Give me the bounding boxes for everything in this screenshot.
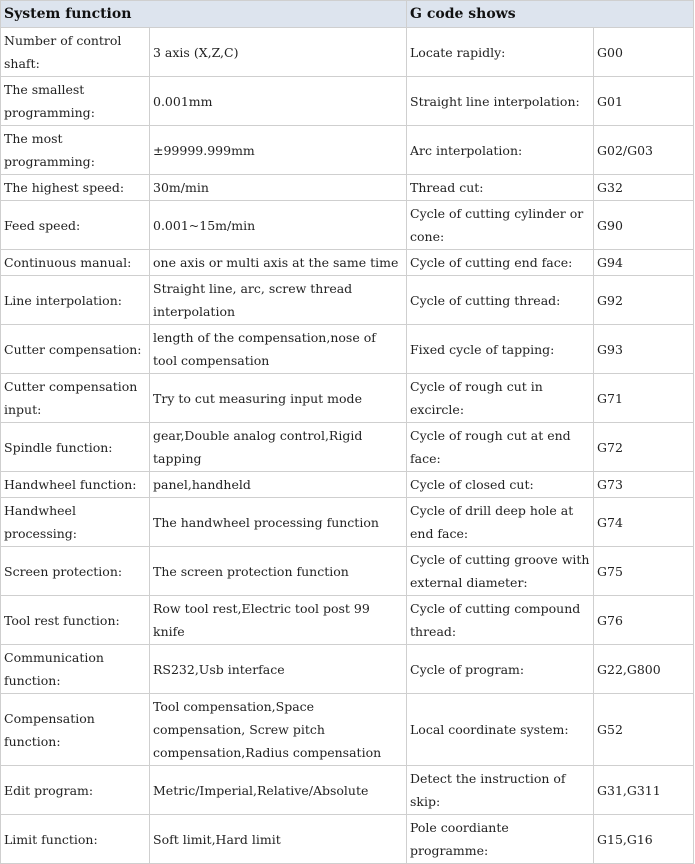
value-cell: Soft limit,Hard limit bbox=[150, 815, 407, 864]
feature-cell: Number of control shaft: bbox=[1, 28, 150, 77]
feature-cell: The most programming: bbox=[1, 126, 150, 175]
value-cell: length of the compensation,nose of tool compensation bbox=[150, 325, 407, 374]
gcode-cell: G02/G03 bbox=[594, 126, 694, 175]
value-cell: ±99999.999mm bbox=[150, 126, 407, 175]
gcode-cell: G76 bbox=[594, 596, 694, 645]
table-row bbox=[1, 325, 694, 374]
feature-cell: Cutter compensation: bbox=[1, 325, 150, 374]
value-cell: The screen protection function bbox=[150, 547, 407, 596]
value-cell: 0.001mm bbox=[150, 77, 407, 126]
gcode-cell: G32 bbox=[594, 175, 694, 201]
feature-cell: Continuous manual: bbox=[1, 250, 150, 276]
system-function-header: System function bbox=[1, 1, 407, 28]
value-cell: 30m/min bbox=[150, 175, 407, 201]
value-cell: gear,Double analog control,Rigid tapping bbox=[150, 423, 407, 472]
gcode-cell: G94 bbox=[594, 250, 694, 276]
gcode-cell: G92 bbox=[594, 276, 694, 325]
gcode-cell: G93 bbox=[594, 325, 694, 374]
table-row bbox=[1, 175, 694, 201]
header-row bbox=[1, 1, 694, 28]
table-row bbox=[1, 374, 694, 423]
gcode-cell: G15,G16 bbox=[594, 815, 694, 864]
gcode-description-cell: Cycle of rough cut at end face: bbox=[407, 423, 594, 472]
table-row bbox=[1, 201, 694, 250]
gcode-description-cell: Cycle of cutting cylinder or cone: bbox=[407, 201, 594, 250]
table-row bbox=[1, 547, 694, 596]
feature-cell: Feed speed: bbox=[1, 201, 150, 250]
gcode-description-cell: Cycle of cutting end face: bbox=[407, 250, 594, 276]
gcode-description-cell: Cycle of drill deep hole at end face: bbox=[407, 498, 594, 547]
feature-cell: Communication function: bbox=[1, 645, 150, 694]
feature-cell: Cutter compensation input: bbox=[1, 374, 150, 423]
gcode-cell: G31,G311 bbox=[594, 766, 694, 815]
gcode-description-cell: Thread cut: bbox=[407, 175, 594, 201]
feature-cell: Spindle function: bbox=[1, 423, 150, 472]
table-row bbox=[1, 645, 694, 694]
feature-cell: The smallest programming: bbox=[1, 77, 150, 126]
value-cell: Straight line, arc, screw thread interpolation bbox=[150, 276, 407, 325]
table-row bbox=[1, 766, 694, 815]
table-row bbox=[1, 126, 694, 175]
gcode-description-cell: Arc interpolation: bbox=[407, 126, 594, 175]
value-cell: Try to cut measuring input mode bbox=[150, 374, 407, 423]
gcode-description-cell: Pole coordiante programme: bbox=[407, 815, 594, 864]
value-cell: 3 axis (X,Z,C) bbox=[150, 28, 407, 77]
feature-cell: Tool rest function: bbox=[1, 596, 150, 645]
value-cell: panel,handheld bbox=[150, 472, 407, 498]
gcode-cell: G22,G800 bbox=[594, 645, 694, 694]
table-row bbox=[1, 250, 694, 276]
gcode-description-cell: Detect the instruction of skip: bbox=[407, 766, 594, 815]
feature-cell: Handwheel function: bbox=[1, 472, 150, 498]
gcode-cell: G00 bbox=[594, 28, 694, 77]
gcode-description-cell: Locate rapidly: bbox=[407, 28, 594, 77]
feature-cell: The highest speed: bbox=[1, 175, 150, 201]
table-row bbox=[1, 77, 694, 126]
gcode-cell: G90 bbox=[594, 201, 694, 250]
value-cell: Tool compensation,Space compensation, Screw pitch compensation,Radius compensation bbox=[150, 694, 407, 766]
feature-cell: Limit function: bbox=[1, 815, 150, 864]
gcode-cell: G52 bbox=[594, 694, 694, 766]
gcode-cell: G01 bbox=[594, 77, 694, 126]
table-row bbox=[1, 423, 694, 472]
gcode-description-cell: Straight line interpolation: bbox=[407, 77, 594, 126]
feature-cell: Screen protection: bbox=[1, 547, 150, 596]
table-row bbox=[1, 815, 694, 864]
value-cell: Metric/Imperial,Relative/Absolute bbox=[150, 766, 407, 815]
gcode-cell: G72 bbox=[594, 423, 694, 472]
gcode-cell: G74 bbox=[594, 498, 694, 547]
value-cell: RS232,Usb interface bbox=[150, 645, 407, 694]
table-row bbox=[1, 694, 694, 766]
value-cell: Row tool rest,Electric tool post 99 knife bbox=[150, 596, 407, 645]
table-row bbox=[1, 276, 694, 325]
gcode-description-cell: Cycle of rough cut in excircle: bbox=[407, 374, 594, 423]
gcode-description-cell: Cycle of program: bbox=[407, 645, 594, 694]
table-row bbox=[1, 596, 694, 645]
feature-cell: Handwheel processing: bbox=[1, 498, 150, 547]
gcode-cell: G73 bbox=[594, 472, 694, 498]
gcode-cell: G75 bbox=[594, 547, 694, 596]
table-row bbox=[1, 28, 694, 77]
gcode-description-cell: Cycle of cutting compound thread: bbox=[407, 596, 594, 645]
feature-cell: Edit program: bbox=[1, 766, 150, 815]
value-cell: 0.001~15m/min bbox=[150, 201, 407, 250]
g-code-header: G code shows bbox=[407, 1, 694, 28]
table-row bbox=[1, 472, 694, 498]
feature-cell: Line interpolation: bbox=[1, 276, 150, 325]
table-row bbox=[1, 498, 694, 547]
gcode-description-cell: Cycle of cutting thread: bbox=[407, 276, 594, 325]
gcode-description-cell: Cycle of closed cut: bbox=[407, 472, 594, 498]
feature-cell: Compensation function: bbox=[1, 694, 150, 766]
gcode-cell: G71 bbox=[594, 374, 694, 423]
gcode-description-cell: Cycle of cutting groove with external diameter: bbox=[407, 547, 594, 596]
spec-table-body bbox=[1, 28, 694, 864]
value-cell: The handwheel processing function bbox=[150, 498, 407, 547]
value-cell: one axis or multi axis at the same time bbox=[150, 250, 407, 276]
gcode-description-cell: Local coordinate system: bbox=[407, 694, 594, 766]
gcode-description-cell: Fixed cycle of tapping: bbox=[407, 325, 594, 374]
